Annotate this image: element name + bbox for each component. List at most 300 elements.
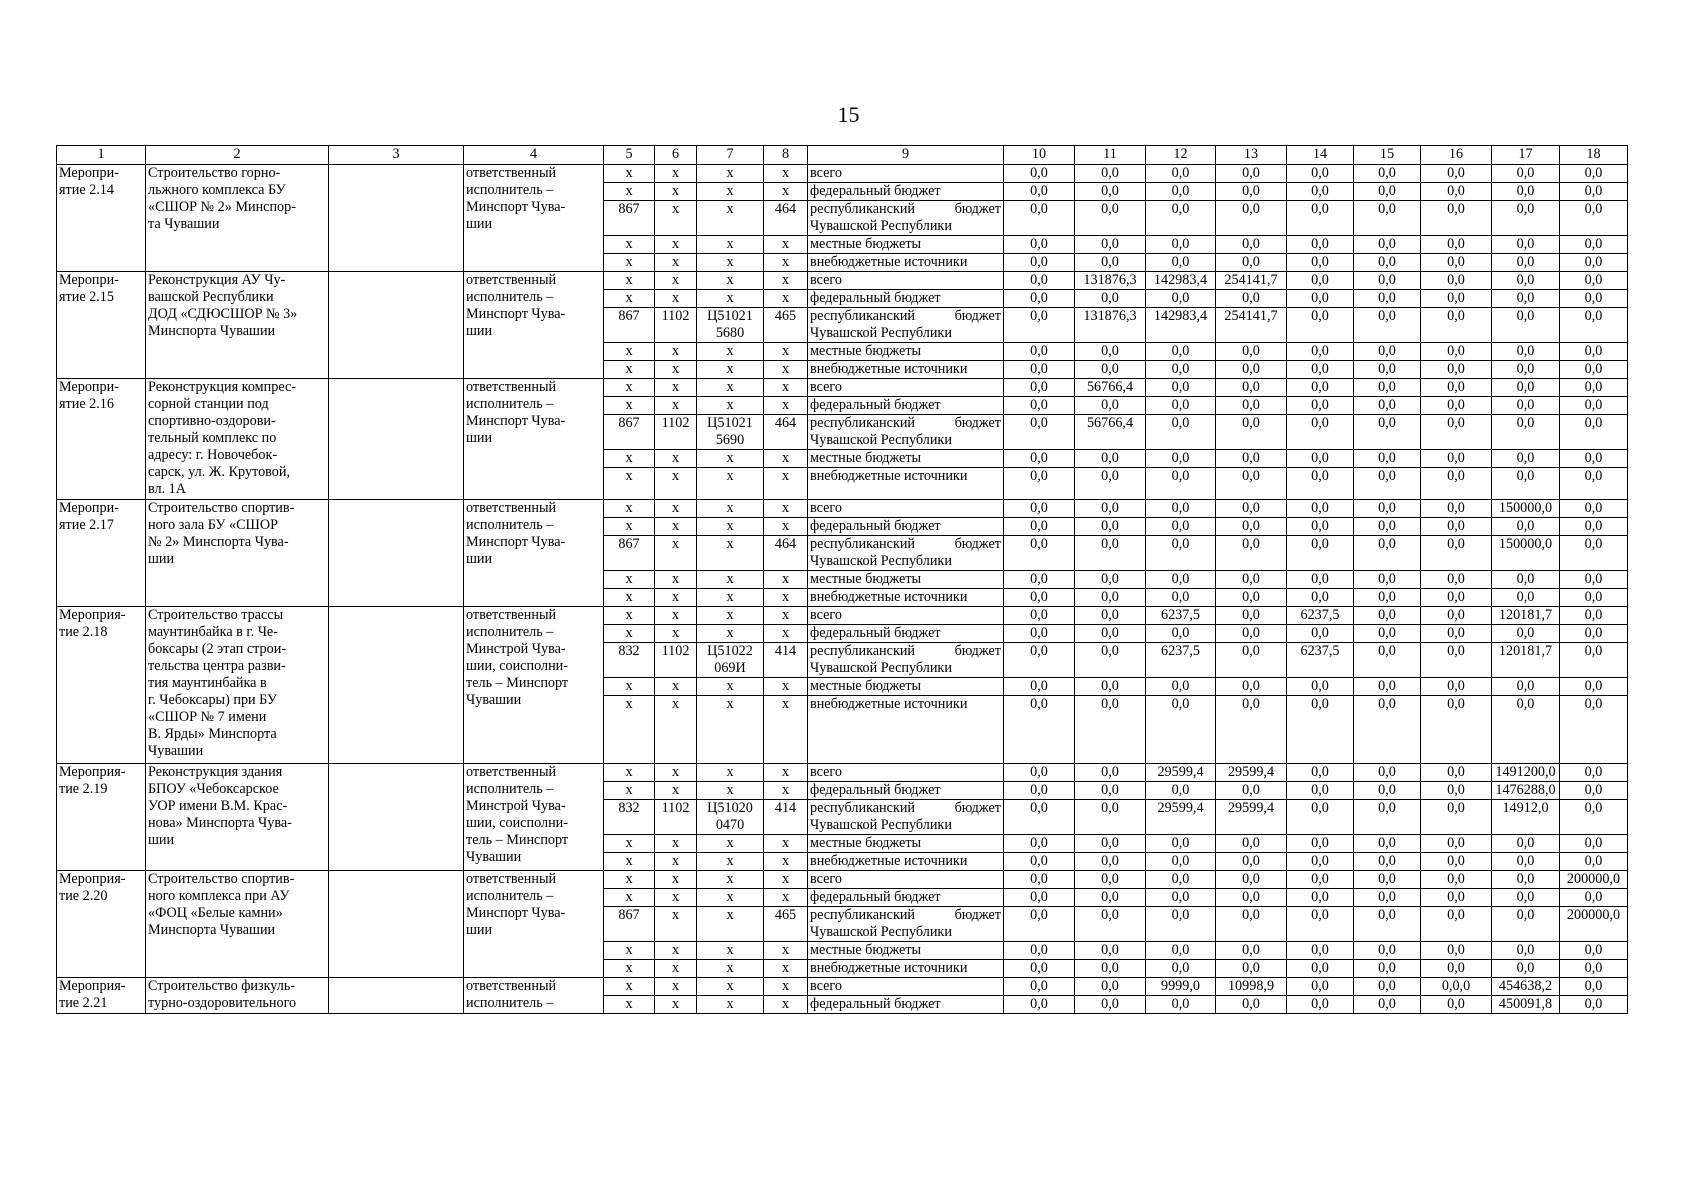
value-cell: 0,0 (1146, 500, 1216, 518)
funding-source: внебюджетные источники (808, 589, 1004, 607)
code-cell: x (604, 379, 655, 397)
column-header: 11 (1075, 146, 1146, 165)
funding-source: республиканский бюджет Чувашской Республики (808, 536, 1004, 571)
value-cell: 0,0,0 (1421, 978, 1492, 996)
column-header: 9 (808, 146, 1004, 165)
code-cell: x (604, 468, 655, 500)
value-cell: 0,0 (1287, 254, 1354, 272)
value-cell: 0,0 (1287, 942, 1354, 960)
responsible-executor: ответственный исполнитель – Минспорт Чува- шии (464, 379, 604, 500)
value-cell: 0,0 (1287, 343, 1354, 361)
value-cell: 0,0 (1421, 871, 1492, 889)
value-cell: 0,0 (1075, 800, 1146, 835)
value-cell: 0,0 (1492, 236, 1560, 254)
value-cell: 0,0 (1146, 589, 1216, 607)
code-cell: x (655, 361, 697, 379)
value-cell: 0,0 (1075, 450, 1146, 468)
funding-source: внебюджетные источники (808, 960, 1004, 978)
value-cell: 0,0 (1354, 907, 1421, 942)
value-cell: 0,0 (1560, 379, 1628, 397)
value-cell: 131876,3 (1075, 308, 1146, 343)
code-cell: x (697, 450, 764, 468)
value-cell: 0,0 (1354, 571, 1421, 589)
funding-source: внебюджетные источники (808, 254, 1004, 272)
code-cell: 867 (604, 415, 655, 450)
code-cell: x (697, 571, 764, 589)
value-cell: 0,0 (1560, 536, 1628, 571)
funding-source: федеральный бюджет (808, 996, 1004, 1014)
value-cell: 0,0 (1004, 607, 1075, 625)
value-cell: 0,0 (1354, 996, 1421, 1014)
value-cell: 0,0 (1075, 871, 1146, 889)
funding-source: внебюджетные источники (808, 468, 1004, 500)
code-cell: x (604, 361, 655, 379)
value-cell: 0,0 (1560, 272, 1628, 290)
value-cell: 0,0 (1146, 201, 1216, 236)
code-cell: x (764, 625, 808, 643)
code-cell: x (655, 236, 697, 254)
code-cell: x (604, 607, 655, 625)
value-cell: 0,0 (1075, 625, 1146, 643)
code-cell: x (697, 978, 764, 996)
measure-description: Реконструкция компрес- сорной станции под спортивно-оздорови- тельный комплекс по адресу: г. Новочебок- сарск, ул. Ж. Крутовой, вл. 1А (146, 379, 329, 500)
value-cell: 29599,4 (1146, 764, 1216, 782)
value-cell: 0,0 (1075, 397, 1146, 415)
code-cell: x (697, 607, 764, 625)
value-cell: 142983,4 (1146, 308, 1216, 343)
measure-number: Мероприя- тие 2.18 (57, 607, 146, 764)
measure-description: Реконструкция АУ Чу- вашской Республики ДОД «СДЮСШОР № 3» Минспорта Чувашии (146, 272, 329, 379)
value-cell: 0,0 (1075, 764, 1146, 782)
value-cell: 0,0 (1492, 290, 1560, 308)
empty-cell (329, 764, 464, 871)
code-cell: Ц51022 069И (697, 643, 764, 678)
value-cell: 0,0 (1492, 835, 1560, 853)
value-cell: 0,0 (1075, 996, 1146, 1014)
value-cell: 0,0 (1146, 889, 1216, 907)
code-cell: x (655, 907, 697, 942)
code-cell: x (604, 397, 655, 415)
value-cell: 0,0 (1560, 978, 1628, 996)
code-cell: x (764, 764, 808, 782)
funding-source: всего (808, 272, 1004, 290)
empty-cell (329, 607, 464, 764)
value-cell: 0,0 (1146, 625, 1216, 643)
value-cell: 0,0 (1560, 183, 1628, 201)
code-cell: x (604, 942, 655, 960)
value-cell: 150000,0 (1492, 500, 1560, 518)
value-cell: 0,0 (1354, 871, 1421, 889)
code-cell: x (604, 290, 655, 308)
value-cell: 6237,5 (1287, 643, 1354, 678)
budget-table (56, 145, 1628, 1014)
value-cell: 200000,0 (1560, 871, 1628, 889)
funding-source: всего (808, 978, 1004, 996)
value-cell: 0,0 (1492, 254, 1560, 272)
code-cell: 414 (764, 643, 808, 678)
code-cell: x (655, 500, 697, 518)
value-cell: 0,0 (1421, 889, 1492, 907)
value-cell: 0,0 (1146, 518, 1216, 536)
value-cell: 0,0 (1216, 643, 1287, 678)
column-header: 12 (1146, 146, 1216, 165)
value-cell: 142983,4 (1146, 272, 1216, 290)
value-cell: 0,0 (1421, 696, 1492, 764)
value-cell: 0,0 (1354, 500, 1421, 518)
value-cell: 0,0 (1560, 468, 1628, 500)
value-cell: 0,0 (1146, 536, 1216, 571)
funding-source: внебюджетные источники (808, 361, 1004, 379)
value-cell: 0,0 (1075, 518, 1146, 536)
value-cell: 0,0 (1354, 201, 1421, 236)
value-cell: 0,0 (1146, 415, 1216, 450)
value-cell: 0,0 (1560, 236, 1628, 254)
value-cell: 0,0 (1004, 165, 1075, 183)
value-cell: 0,0 (1216, 165, 1287, 183)
value-cell: 0,0 (1075, 361, 1146, 379)
value-cell: 0,0 (1492, 397, 1560, 415)
code-cell: x (655, 942, 697, 960)
funding-source: всего (808, 764, 1004, 782)
column-header: 2 (146, 146, 329, 165)
value-cell: 0,0 (1560, 165, 1628, 183)
value-cell: 0,0 (1004, 978, 1075, 996)
value-cell: 0,0 (1287, 889, 1354, 907)
measure-number: Меропри- ятие 2.14 (57, 165, 146, 272)
value-cell: 0,0 (1004, 272, 1075, 290)
code-cell: x (604, 165, 655, 183)
value-cell: 0,0 (1421, 361, 1492, 379)
value-cell: 0,0 (1004, 343, 1075, 361)
column-header: 15 (1354, 146, 1421, 165)
value-cell: 0,0 (1216, 571, 1287, 589)
column-header: 8 (764, 146, 808, 165)
value-cell: 0,0 (1075, 183, 1146, 201)
value-cell: 0,0 (1560, 996, 1628, 1014)
value-cell: 0,0 (1560, 835, 1628, 853)
value-cell: 0,0 (1560, 290, 1628, 308)
code-cell: x (604, 835, 655, 853)
value-cell: 0,0 (1216, 889, 1287, 907)
value-cell: 0,0 (1287, 800, 1354, 835)
code-cell: x (604, 343, 655, 361)
funding-source: республиканский бюджет Чувашской Республики (808, 201, 1004, 236)
value-cell: 0,0 (1492, 165, 1560, 183)
value-cell: 0,0 (1216, 536, 1287, 571)
code-cell: x (604, 996, 655, 1014)
value-cell: 56766,4 (1075, 379, 1146, 397)
value-cell: 0,0 (1216, 625, 1287, 643)
value-cell: 0,0 (1004, 536, 1075, 571)
code-cell: x (697, 696, 764, 764)
value-cell: 0,0 (1421, 625, 1492, 643)
code-cell: x (764, 518, 808, 536)
code-cell: x (697, 272, 764, 290)
code-cell: x (764, 450, 808, 468)
code-cell: 464 (764, 201, 808, 236)
value-cell: 14912,0 (1492, 800, 1560, 835)
value-cell: 0,0 (1004, 254, 1075, 272)
code-cell: x (764, 607, 808, 625)
value-cell: 0,0 (1004, 643, 1075, 678)
funding-source: федеральный бюджет (808, 625, 1004, 643)
funding-source: всего (808, 500, 1004, 518)
value-cell: 150000,0 (1492, 536, 1560, 571)
code-cell: Ц51021 5680 (697, 308, 764, 343)
code-cell: x (655, 960, 697, 978)
funding-source: всего (808, 607, 1004, 625)
value-cell: 0,0 (1216, 415, 1287, 450)
value-cell: 0,0 (1287, 500, 1354, 518)
value-cell: 0,0 (1560, 201, 1628, 236)
value-cell: 0,0 (1421, 201, 1492, 236)
code-cell: x (655, 165, 697, 183)
column-header: 18 (1560, 146, 1628, 165)
code-cell: x (655, 764, 697, 782)
value-cell: 0,0 (1421, 643, 1492, 678)
value-cell: 0,0 (1075, 889, 1146, 907)
code-cell: x (604, 696, 655, 764)
measure-number: Мероприя- тие 2.19 (57, 764, 146, 871)
value-cell: 120181,7 (1492, 607, 1560, 625)
funding-source: местные бюджеты (808, 942, 1004, 960)
value-cell: 6237,5 (1146, 607, 1216, 625)
value-cell: 0,0 (1560, 764, 1628, 782)
code-cell: x (697, 889, 764, 907)
value-cell: 0,0 (1421, 835, 1492, 853)
code-cell: x (655, 996, 697, 1014)
value-cell: 0,0 (1560, 361, 1628, 379)
code-cell: x (697, 625, 764, 643)
value-cell: 0,0 (1421, 800, 1492, 835)
value-cell: 0,0 (1004, 996, 1075, 1014)
value-cell: 0,0 (1146, 871, 1216, 889)
table-row (57, 165, 1628, 183)
code-cell: x (764, 853, 808, 871)
value-cell: 0,0 (1354, 290, 1421, 308)
empty-cell (329, 500, 464, 607)
value-cell: 0,0 (1004, 415, 1075, 450)
value-cell: 0,0 (1287, 625, 1354, 643)
value-cell: 0,0 (1492, 468, 1560, 500)
code-cell: x (655, 625, 697, 643)
value-cell: 0,0 (1287, 782, 1354, 800)
value-cell: 0,0 (1146, 835, 1216, 853)
code-cell: x (764, 996, 808, 1014)
funding-source: местные бюджеты (808, 571, 1004, 589)
empty-cell (329, 165, 464, 272)
value-cell: 0,0 (1287, 290, 1354, 308)
page-number: 15 (837, 102, 860, 127)
funding-source: федеральный бюджет (808, 290, 1004, 308)
value-cell: 0,0 (1004, 889, 1075, 907)
code-cell: x (604, 960, 655, 978)
code-cell: x (697, 236, 764, 254)
code-cell: x (764, 272, 808, 290)
code-cell: x (604, 183, 655, 201)
measure-description: Реконструкция здания БПОУ «Чебоксарское УОР имени В.М. Крас- нова» Минспорта Чува- шии (146, 764, 329, 871)
value-cell: 29599,4 (1216, 764, 1287, 782)
responsible-executor: ответственный исполнитель – (464, 978, 604, 1014)
value-cell: 0,0 (1560, 518, 1628, 536)
value-cell: 0,0 (1004, 800, 1075, 835)
code-cell: x (604, 254, 655, 272)
code-cell: x (697, 907, 764, 942)
value-cell: 0,0 (1075, 643, 1146, 678)
value-cell: 0,0 (1004, 201, 1075, 236)
value-cell: 0,0 (1146, 397, 1216, 415)
value-cell: 0,0 (1287, 183, 1354, 201)
code-cell: x (697, 165, 764, 183)
code-cell: x (697, 942, 764, 960)
value-cell: 0,0 (1004, 183, 1075, 201)
code-cell: 867 (604, 536, 655, 571)
column-header: 17 (1492, 146, 1560, 165)
value-cell: 0,0 (1075, 236, 1146, 254)
value-cell: 0,0 (1287, 871, 1354, 889)
value-cell: 0,0 (1004, 450, 1075, 468)
value-cell: 0,0 (1354, 518, 1421, 536)
value-cell: 0,0 (1075, 960, 1146, 978)
code-cell: 1102 (655, 308, 697, 343)
value-cell: 0,0 (1004, 764, 1075, 782)
code-cell: 465 (764, 308, 808, 343)
value-cell: 0,0 (1004, 236, 1075, 254)
value-cell: 0,0 (1146, 942, 1216, 960)
column-header: 4 (464, 146, 604, 165)
code-cell: 1102 (655, 643, 697, 678)
value-cell: 0,0 (1075, 254, 1146, 272)
code-cell: x (655, 853, 697, 871)
value-cell: 0,0 (1492, 450, 1560, 468)
column-header: 13 (1216, 146, 1287, 165)
value-cell: 0,0 (1004, 290, 1075, 308)
value-cell: 0,0 (1287, 201, 1354, 236)
code-cell: x (655, 343, 697, 361)
value-cell: 0,0 (1492, 379, 1560, 397)
value-cell: 0,0 (1216, 853, 1287, 871)
code-cell: 1102 (655, 415, 697, 450)
code-cell: x (655, 571, 697, 589)
funding-source: республиканский бюджет Чувашской Республики (808, 415, 1004, 450)
code-cell: x (764, 696, 808, 764)
value-cell: 0,0 (1421, 536, 1492, 571)
value-cell: 0,0 (1354, 889, 1421, 907)
value-cell: 0,0 (1075, 782, 1146, 800)
value-cell: 0,0 (1560, 782, 1628, 800)
value-cell: 0,0 (1287, 678, 1354, 696)
value-cell: 0,0 (1287, 165, 1354, 183)
value-cell: 0,0 (1004, 871, 1075, 889)
value-cell: 0,0 (1004, 589, 1075, 607)
funding-source: местные бюджеты (808, 236, 1004, 254)
value-cell: 0,0 (1421, 996, 1492, 1014)
code-cell: 414 (764, 800, 808, 835)
value-cell: 0,0 (1146, 165, 1216, 183)
value-cell: 0,0 (1216, 960, 1287, 978)
responsible-executor: ответственный исполнитель – Минспорт Чува- шии (464, 272, 604, 379)
value-cell: 0,0 (1146, 960, 1216, 978)
empty-cell (329, 978, 464, 1014)
code-cell: x (764, 835, 808, 853)
value-cell: 0,0 (1354, 397, 1421, 415)
value-cell: 0,0 (1354, 468, 1421, 500)
value-cell: 0,0 (1421, 183, 1492, 201)
value-cell: 0,0 (1354, 678, 1421, 696)
code-cell: x (604, 889, 655, 907)
value-cell: 0,0 (1075, 500, 1146, 518)
value-cell: 0,0 (1146, 290, 1216, 308)
value-cell: 0,0 (1421, 236, 1492, 254)
value-cell: 0,0 (1146, 254, 1216, 272)
value-cell: 0,0 (1354, 835, 1421, 853)
value-cell: 0,0 (1287, 996, 1354, 1014)
code-cell: x (697, 782, 764, 800)
funding-source: федеральный бюджет (808, 889, 1004, 907)
value-cell: 0,0 (1146, 996, 1216, 1014)
code-cell: x (697, 290, 764, 308)
value-cell: 0,0 (1492, 518, 1560, 536)
value-cell: 0,0 (1421, 379, 1492, 397)
value-cell: 0,0 (1216, 201, 1287, 236)
value-cell: 0,0 (1075, 835, 1146, 853)
code-cell: x (764, 343, 808, 361)
code-cell: x (655, 468, 697, 500)
code-cell: x (764, 290, 808, 308)
value-cell: 0,0 (1354, 183, 1421, 201)
code-cell: x (697, 871, 764, 889)
code-cell: x (697, 678, 764, 696)
value-cell: 0,0 (1216, 500, 1287, 518)
value-cell: 0,0 (1075, 696, 1146, 764)
value-cell: 0,0 (1216, 254, 1287, 272)
funding-source: местные бюджеты (808, 450, 1004, 468)
value-cell: 0,0 (1354, 800, 1421, 835)
value-cell: 0,0 (1354, 379, 1421, 397)
value-cell: 0,0 (1146, 907, 1216, 942)
value-cell: 6237,5 (1287, 607, 1354, 625)
code-cell: 867 (604, 201, 655, 236)
funding-source: федеральный бюджет (808, 518, 1004, 536)
value-cell: 0,0 (1421, 450, 1492, 468)
value-cell: 0,0 (1146, 361, 1216, 379)
value-cell: 0,0 (1146, 782, 1216, 800)
code-cell: x (604, 782, 655, 800)
value-cell: 0,0 (1216, 236, 1287, 254)
code-cell: x (697, 343, 764, 361)
value-cell: 0,0 (1287, 696, 1354, 764)
value-cell: 0,0 (1560, 800, 1628, 835)
value-cell: 0,0 (1354, 165, 1421, 183)
code-cell: x (764, 960, 808, 978)
code-cell: x (764, 361, 808, 379)
value-cell: 0,0 (1354, 450, 1421, 468)
value-cell: 0,0 (1004, 379, 1075, 397)
value-cell: 454638,2 (1492, 978, 1560, 996)
value-cell: 0,0 (1492, 343, 1560, 361)
value-cell: 0,0 (1216, 379, 1287, 397)
value-cell: 0,0 (1354, 978, 1421, 996)
value-cell: 0,0 (1560, 643, 1628, 678)
value-cell: 0,0 (1287, 415, 1354, 450)
code-cell: x (764, 589, 808, 607)
value-cell: 0,0 (1560, 343, 1628, 361)
value-cell: 1491200,0 (1492, 764, 1560, 782)
value-cell: 0,0 (1560, 415, 1628, 450)
value-cell: 0,0 (1004, 960, 1075, 978)
code-cell: 465 (764, 907, 808, 942)
value-cell: 0,0 (1287, 536, 1354, 571)
